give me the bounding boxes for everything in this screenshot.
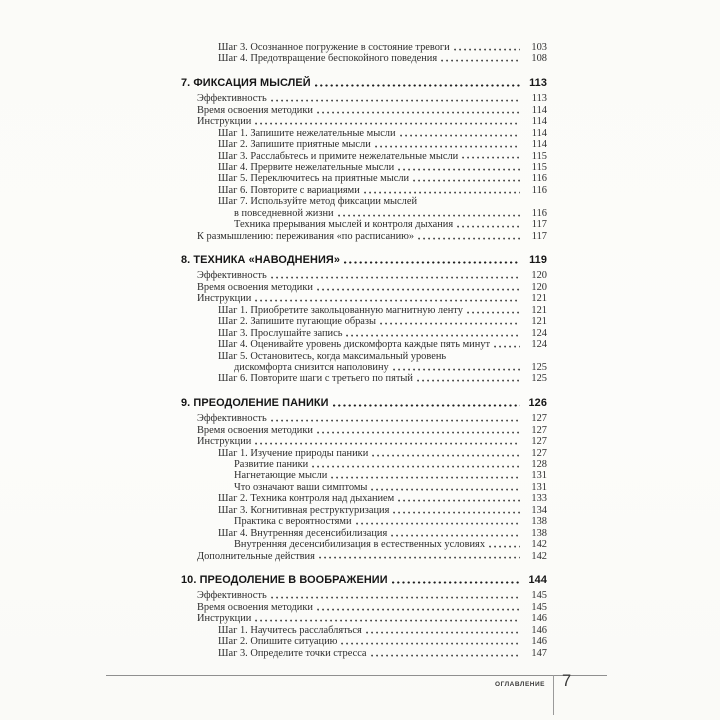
toc-entry-title: Время освоения методики [197,424,313,436]
toc-entry-title: Шаг 3. Осознанное погружение в состояние тревоги [218,42,450,53]
toc-entry-page: 127 [531,424,547,436]
toc-entry-title: 8. ТЕХНИКА «НАВОДНЕНИЯ» [181,254,340,266]
dot-leader [393,368,520,371]
toc-entry-page: 116 [531,173,547,185]
toc-entry [181,398,547,409]
toc-entry-title: 9. ПРЕОДОЛЕНИЕ ПАНИКИ [181,396,329,409]
toc-entry-page: 121 [531,304,547,316]
dot-leader [331,476,520,479]
dot-leader [418,237,520,240]
toc-entry-page: 127 [531,447,547,459]
dot-leader [364,191,520,194]
toc-entry-title: Шаг 4. Оценивайте уровень дискомфорта каждые пять минут [218,339,490,351]
dot-leader [400,134,520,137]
dot-leader [317,431,520,434]
dot-leader [489,545,520,548]
toc-entry-page: 142 [531,550,547,562]
toc-entry-title: Эффективность [197,93,267,105]
toc-entry [181,316,547,327]
toc-entry-title: Шаг 3. Когнитивная реструктуризация [218,504,390,516]
toc-entry-title: Что означают ваши симптомы [234,481,368,493]
dot-leader [317,608,520,611]
toc-entry [181,470,547,481]
dot-leader [338,214,520,217]
toc-entry-page: 146 [531,624,547,636]
toc-entry [181,625,547,636]
dot-leader [457,225,520,228]
toc-entry-title: Практика с вероятностями [234,516,352,528]
toc-entry-title: 10. ПРЕОДОЛЕНИЕ В ВООБРАЖЕНИИ [181,573,388,586]
dot-leader [341,642,520,645]
toc-entry-title: Шаг 7. Используйте метод фиксации мыслей [218,196,418,208]
toc-entry-page: 127 [531,413,547,425]
toc-entry [181,551,547,562]
toc-entry-title: Шаг 2. Запишите приятные мысли [218,139,371,151]
dot-leader [441,59,520,62]
toc-entry-title: Дополнительные действия [197,550,315,562]
toc-entry-title: Инструкции [197,613,252,625]
toc-entry-title: Шаг 6. Повторите шаги с третьего по пятый [218,373,413,385]
toc-entry-title: Шаг 6. Повторите с вариациями [218,184,360,196]
toc-entry-page: 115 [531,150,547,162]
toc-entry [181,516,547,527]
toc-entry [181,282,547,293]
toc-entry-title: Шаг 1. Запишите нежелательные мысли [218,127,396,139]
toc-entry-page: 133 [531,493,547,505]
toc-entry-title: в повседневной жизни [234,207,334,219]
toc-entry-page: 134 [531,504,547,516]
toc-entry-title: 7. ФИКСАЦИЯ МЫСЛЕЙ [181,76,311,89]
toc-entry [181,93,547,104]
toc-entry [181,305,547,316]
dot-leader [271,99,520,102]
toc-entry [181,328,547,339]
toc-entry-page: 120 [531,270,547,282]
toc-entry-title: Эффективность [197,590,267,602]
toc-entry-title: Время освоения методики [197,281,313,293]
dot-leader [317,111,520,114]
toc-entry [181,636,547,647]
toc-entry [181,351,547,362]
dot-leader [255,122,520,125]
dot-leader [375,145,520,148]
toc-entry [181,116,547,127]
toc-entry-title: Шаг 3. Прослушайте запись [218,327,343,339]
dot-leader [380,322,520,325]
toc-entry [181,362,547,373]
toc-entry-page: 124 [531,327,547,339]
toc-entry-title: Инструкции [197,293,252,305]
dot-leader [255,299,520,302]
toc-entry [181,590,547,601]
dot-leader [356,522,520,525]
toc-entry-title: Шаг 3. Расслабьтесь и примите нежелательные мысли [218,150,459,162]
toc-entry [181,105,547,116]
dot-leader [398,499,520,502]
dot-leader [315,84,520,87]
toc-entry-page: 113 [529,76,547,89]
dot-leader [494,345,520,348]
dot-leader [255,619,520,622]
toc-entry [181,78,547,89]
toc-entry [181,459,547,470]
toc-entry-page: 114 [531,116,547,128]
toc-entry [181,613,547,624]
toc-entry [181,139,547,150]
toc-entry-page: 124 [531,339,547,351]
toc-entry-page: 121 [531,316,547,328]
toc-entry [181,339,547,350]
toc-entry-title: Шаг 5. Переключитесь на приятные мысли [218,173,410,185]
toc-entry-title: Шаг 2. Техника контроля над дыханием [218,493,395,505]
toc-entry [181,255,547,266]
toc-entry [181,219,547,230]
toc-entry [181,373,547,384]
dot-leader [391,534,520,537]
dot-leader [255,442,520,445]
toc-entry [181,42,547,53]
toc-entry-page: 113 [531,93,547,105]
toc-entry-title: Внутренняя десенсибилизация в естественных условиях [234,539,486,551]
toc-entry [181,448,547,459]
toc-entry-page: 146 [531,636,547,648]
toc-entry-page: 142 [531,539,547,551]
toc-entry-title: Шаг 2. Опишите ситуацию [218,636,338,648]
toc-entry-page: 121 [531,293,547,305]
toc-entry [181,173,547,184]
toc-entry-title: Шаг 1. Научитесь расслабляться [218,624,362,636]
toc-entry-page: 117 [531,230,547,242]
toc-entry [181,425,547,436]
toc-entry [181,648,547,659]
toc-entry-page: 119 [529,254,547,266]
toc-entry-page: 103 [531,42,547,53]
toc-entry-title: Шаг 1. Приобретите закольцованную магнитную ленту [218,304,463,316]
toc-entry-page: 146 [531,613,547,625]
dot-leader [319,556,520,559]
toc-entry-page: 114 [531,139,547,151]
toc-entry-title: Шаг 4. Прервите нежелательные мысли [218,161,395,173]
toc-entry-page: 108 [531,53,547,65]
toc-entry-page: 131 [531,481,547,493]
toc-entry-page: 145 [531,590,547,602]
toc-entry [181,436,547,447]
toc-entry [181,270,547,281]
toc-entry-title: Развитие паники [234,459,309,470]
toc-entry-title: Эффективность [197,270,267,282]
toc-entry [181,482,547,493]
toc-entry-title: Шаг 5. Остановитесь, когда максимальный уровень [218,350,447,362]
dot-leader [454,48,520,51]
toc-entry-page: 116 [531,184,547,196]
dot-leader [366,631,520,634]
toc-list [181,42,547,659]
toc-entry [181,151,547,162]
dot-leader [271,276,520,279]
dot-leader [462,156,520,159]
toc-entry [181,575,547,586]
toc-entry [181,493,547,504]
footer-page-number: 7 [562,672,572,690]
toc-entry [181,53,547,64]
toc-entry-title: Шаг 2. Запишите пугающие образы [218,316,376,328]
toc-entry-title: Инструкции [197,436,252,448]
dot-leader [344,261,520,264]
toc-entry-title: Шаг 1. Изучение природы паники [218,447,369,459]
dot-leader [271,419,520,422]
toc-entry-page: 131 [531,470,547,482]
toc-entry [181,231,547,242]
dot-leader [333,404,520,407]
toc-entry-title: Шаг 4. Предотвращение беспокойного поведения [218,53,438,65]
toc-entry [181,528,547,539]
toc-entry-page: 115 [531,161,547,173]
dot-leader [371,488,520,491]
toc-entry-page: 125 [531,361,547,373]
toc-entry [181,539,547,550]
footer-rule [106,675,607,676]
dot-leader [393,511,520,514]
toc-entry-title: Эффективность [197,413,267,425]
toc-entry-title: Время освоения методики [197,601,313,613]
dot-leader [312,465,520,468]
toc-entry-title: дискомфорта снизится наполовину [234,361,389,373]
toc-entry-page: 125 [531,373,547,385]
toc-entry-title: Инструкции [197,116,252,128]
toc-entry [181,128,547,139]
footer-section-label: ОГЛАВЛЕНИЕ [495,681,545,688]
toc-entry-page: 138 [531,527,547,539]
dot-leader [392,581,520,584]
toc-entry [181,505,547,516]
toc-entry-page: 126 [528,396,547,409]
dot-leader [346,334,520,337]
toc-entry-page: 144 [528,573,547,586]
dot-leader [271,596,520,599]
toc-entry-title: Шаг 3. Определите точки стресса [218,647,367,659]
toc-entry-title: Время освоения методики [197,104,313,116]
toc-entry [181,185,547,196]
toc-entry [181,413,547,424]
toc-entry [181,162,547,173]
toc-entry [181,208,547,219]
dot-leader [467,311,520,314]
dot-leader [317,288,520,291]
toc-entry [181,293,547,304]
dot-leader [417,379,520,382]
toc-entry-title: Шаг 4. Внутренняя десенсибилизация [218,527,388,539]
toc-entry-page: 117 [531,219,547,231]
toc-entry-page: 116 [531,207,547,219]
toc-entry-title: Техника прерывания мыслей и контроля дыхания [234,219,454,231]
toc-entry-page: 120 [531,281,547,293]
toc-entry-page: 114 [531,127,547,139]
toc-entry-title: Нагнетающие мысли [234,470,328,482]
footer-divider [553,675,554,715]
toc-entry-page: 145 [531,601,547,613]
toc-entry [181,196,547,207]
dot-leader [372,454,520,457]
dot-leader [371,654,520,657]
toc-entry-page: 138 [531,516,547,528]
toc-entry [181,602,547,613]
toc-entry-page: 127 [531,436,547,448]
toc-entry-title: К размышлению: переживания «по расписанию» [197,230,415,242]
toc-entry-page: 114 [531,104,547,116]
toc-entry-page: 128 [531,459,547,470]
toc-entry-page: 147 [531,647,547,659]
dot-leader [398,168,520,171]
dot-leader [413,179,520,182]
